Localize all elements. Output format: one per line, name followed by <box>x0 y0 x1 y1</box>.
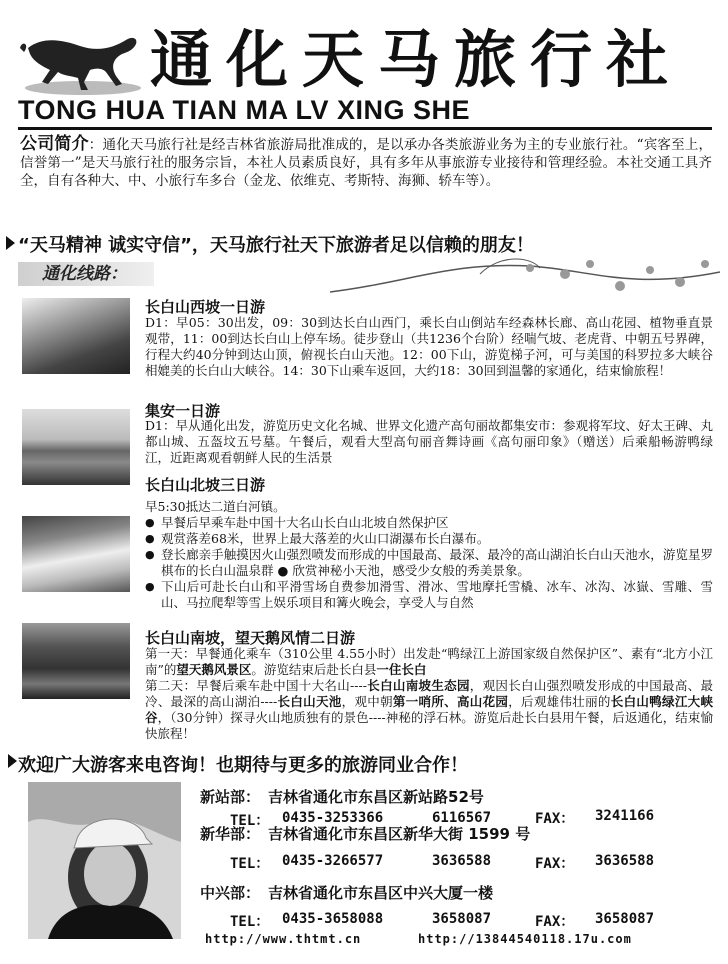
website-link[interactable]: http://www.thtmt.cn <box>205 932 362 946</box>
tel-label: TEL： <box>230 813 270 829</box>
fax-number: 3636588 <box>595 853 655 869</box>
route-photo-jian <box>22 409 130 485</box>
highlight-text: 望天鹅风景区 <box>176 662 252 677</box>
highlight-text: 一住长白 <box>376 662 427 677</box>
route-intro-line: 早5:30抵达二道白河镇。 <box>145 499 286 514</box>
tel-number: 0435-3253366 <box>282 810 384 826</box>
branch-name: 新站部： <box>200 788 261 806</box>
route-title: 长白山北坡三日游 <box>145 476 266 494</box>
route-photo-south-slope <box>22 623 130 699</box>
representative-photo <box>28 782 181 939</box>
tel-number: 3636588 <box>432 853 492 869</box>
branch-address: 吉林省通化市东昌区新站路52号 <box>268 788 484 806</box>
day1-text: 。游览结束后赴长白县 <box>251 662 377 677</box>
list-item: ● 早餐后早乘车赴中国十大名山长白山北坡自然保护区 <box>145 515 713 531</box>
day2-text: ，观因长白山强烈喷发形成的中国最高、最冷、最深的高山湖泊---- <box>145 678 713 709</box>
intro-heading: 公司简介 <box>20 134 89 154</box>
highlight-text: 长白山南坡生态园 <box>366 678 470 693</box>
day2-text: ，（30分钟）探寻火山地质独有的景色----神秘的浮石林。游览后赴长白县用午餐，后返通化，结束愉快旅程！ <box>145 710 713 741</box>
website-link[interactable]: http://13844540118.17u.com <box>418 932 632 946</box>
tel-number: 0435-3658088 <box>282 911 384 927</box>
day2-text: ，观中朝 <box>341 694 393 709</box>
welcome-message: 欢迎广大游客来电咨询！也期待与更多的旅游同业合作！ <box>18 755 468 776</box>
welcome-arrow-icon <box>8 754 17 768</box>
floral-swirl-decoration <box>330 252 720 302</box>
route-description: D1：早05：30出发，09：30到达长白山西门，乘长白山倒站车经森林长廊、高山花园、植物垂直景观带，11：00到达长白山上停车场。徒步登山（共1236个台阶）经喘气坡、老虎背、中朝五号界碑，行程大约40分钟到达山顶，俯视长白山天池。12：00下山，游览梯子河，可与美国的科罗拉多大峡谷相媲美的长白山大峡谷。14：30下山乘车返回，大约18：30回到温馨的家通化，结束愉旅程！ <box>145 315 713 378</box>
list-item: ● 下山后可赴长白山和平滑雪场自费参加滑雪、滑冰、雪地摩托雪橇、冰车、冰沟、冰嶽、雪雕、雪山、马拉爬犁等雪上娱乐项目和篝火晚会，享受人与自然 <box>145 579 713 611</box>
tel-number: 3658087 <box>432 911 492 927</box>
branch-address: 吉林省通化市东昌区中兴大厦一楼 <box>268 884 494 902</box>
highlight-text: 长白山天池 <box>277 694 342 709</box>
route-title: 长白山西坡一日游 <box>145 298 266 316</box>
day1-text: 第一天：早餐通化乘车（310公里 4.55小时）出发赴“鸭绿江上游国家级自然保护区”、素有“北方小江南”的 <box>145 646 713 677</box>
agency-title-chinese: 通化天马旅行社 <box>150 23 683 96</box>
route-photo-north-slope <box>22 516 130 592</box>
branch-name: 新华部： <box>200 825 261 843</box>
day2-text: ，后观雄伟壮丽的 <box>508 694 611 709</box>
list-item: ● 观赏落差68米，世界上最大落差的火山口湖瀑布长白瀑布。 <box>145 531 713 547</box>
route-photo-west-slope <box>22 298 130 374</box>
route-description <box>145 499 713 619</box>
branch-name: 中兴部： <box>200 884 261 902</box>
day2-text: 第二天：早餐后乘车赴中国十大名山---- <box>145 678 367 693</box>
fax-label: FAX： <box>535 914 575 930</box>
header-divider <box>18 127 712 130</box>
route-title: 集安一日游 <box>145 402 221 420</box>
highlight-text: 长白山鸭绿江大峡谷 <box>145 694 713 725</box>
fax-label: FAX： <box>535 811 575 827</box>
company-intro <box>20 135 712 190</box>
route-itinerary-list <box>145 515 713 611</box>
slogan-arrow-icon <box>6 236 15 250</box>
horse-logo-icon <box>18 18 148 100</box>
route-description <box>145 646 713 742</box>
branch-address: 吉林省通化市东昌区新华大街 1599 号 <box>268 825 531 843</box>
slogan: “天马精神 诚实守信”，天马旅行社天下旅游者足以信赖的朋友！ <box>18 235 534 256</box>
list-item: ● 登长廊亲手触摸因火山强烈喷发而形成的中国最高、最深、最冷的高山湖泊长白山天池水，游览星罗棋布的长白山温泉群 ● 欣赏神秘小天池，感受少女般的秀美景象。 <box>145 547 713 579</box>
fax-label: FAX： <box>535 856 575 872</box>
tel-label: TEL： <box>230 856 270 872</box>
tel-number: 6116567 <box>432 810 492 826</box>
intro-text: ：通化天马旅行社是经吉林省旅游局批准成的，是以承办各类旅游业务为主的专业旅行社。“宾客至上，信誉第一”是天马旅行社的服务宗旨，本社人员素质良好，具有多年从事旅游专业接待和管理经验。本社交通工具齐全，自有各种大、中、小旅行车多台（金龙、依维克、考斯特、海狮、轿车等）。 <box>20 137 713 189</box>
tel-label: TEL： <box>230 914 270 930</box>
route-title: 长白山南坡，望天鹅风情二日游 <box>145 629 356 647</box>
fax-number: 3658087 <box>595 911 655 927</box>
agency-title-english: TONG HUA TIAN MA LV XING SHE <box>18 95 471 125</box>
fax-number: 3241166 <box>595 808 655 824</box>
highlight-text: 第一哨所、高山花园 <box>392 694 509 709</box>
route-description: D1：早从通化出发，游览历史文化名城、世界文化遗产高句丽故都集安市：参观将军坟、好太王碑、丸都山城、五盔坟五号墓。午餐后，观看大型高句丽音舞诗画《高句丽印象》（赠送）后乘船畅游鸭绿江，近距离观看朝鲜人民的生活景 <box>145 418 713 465</box>
routes-label: 通化线路： <box>42 264 127 284</box>
tel-number: 0435-3266577 <box>282 853 384 869</box>
